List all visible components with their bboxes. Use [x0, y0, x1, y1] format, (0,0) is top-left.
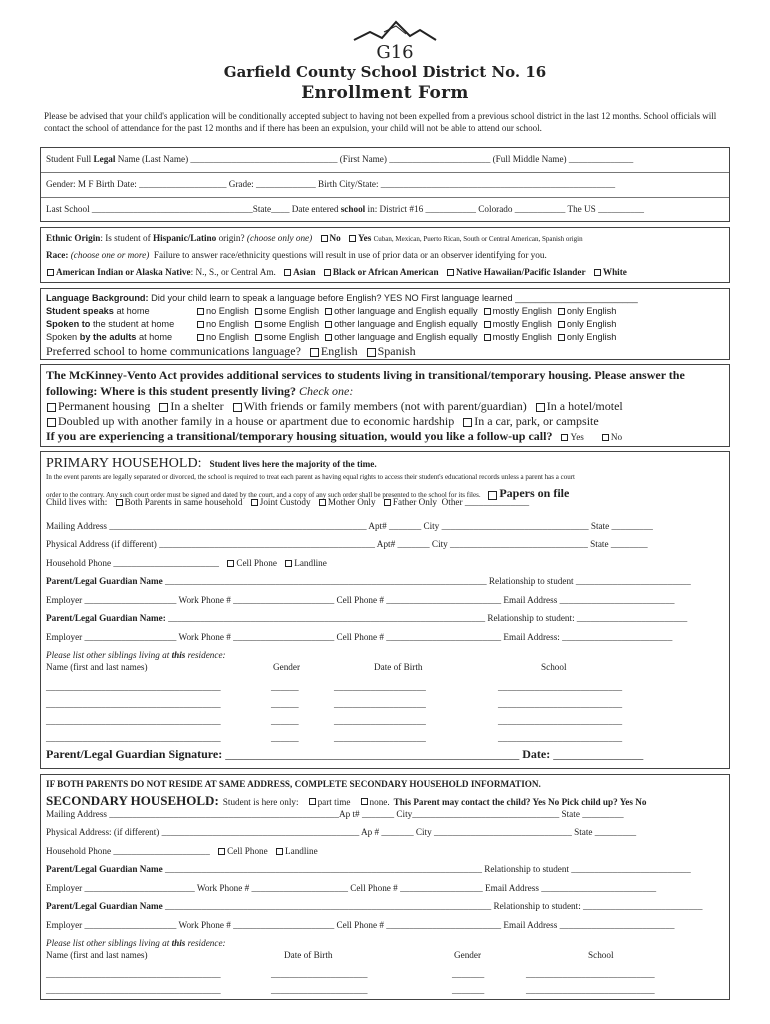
- secondary-col-dob: Date of Birth: [284, 950, 333, 960]
- primary-household-box: [40, 451, 730, 769]
- col-gender-header: Gender: [273, 662, 301, 672]
- secondary-col-gender: Gender: [454, 950, 482, 960]
- secondary-household-box: [40, 774, 730, 1000]
- both-parents-checkbox[interactable]: [116, 499, 123, 506]
- lang1-no-checkbox[interactable]: [197, 308, 204, 315]
- secondary-sibling-school-fields[interactable]: [526, 966, 655, 998]
- mckinney-vento-box: [40, 364, 730, 447]
- cell-phone-checkbox[interactable]: [227, 560, 234, 567]
- mother-only-checkbox[interactable]: [319, 499, 326, 506]
- race-native-checkbox[interactable]: [47, 269, 54, 276]
- last-school-row[interactable]: Last School ___________________________________State____ Date entered school in: District #16 ___________ Colorado ___________ The US __________: [46, 204, 645, 214]
- housing-options-row1: Permanent housing In a shelter With friends or family members (not with parent/guardian) In a hotel/motel: [41, 399, 623, 414]
- list-item: _____________________: [271, 985, 368, 995]
- friends-family-checkbox[interactable]: [233, 403, 242, 412]
- household-phone-row[interactable]: Household Phone _______________________ Cell Phone Landline: [46, 558, 327, 568]
- child-lives-row: Child lives with: Both Parents in same household Joint Custody Mother Only Father Only Other ______________: [46, 497, 530, 507]
- list-item: ____________________: [334, 699, 426, 709]
- language-box: [40, 288, 730, 360]
- mckinney-line2: following: Where is this student presently living? Check one:: [46, 384, 354, 398]
- race-hawaiian-checkbox[interactable]: [447, 269, 454, 276]
- lang2-only-checkbox[interactable]: [558, 321, 565, 328]
- landline-checkbox[interactable]: [285, 560, 292, 567]
- pref-english-checkbox[interactable]: [310, 348, 319, 357]
- list-item: _______: [452, 969, 485, 979]
- followup-yes-checkbox[interactable]: [561, 434, 568, 441]
- race-options-row: American Indian or Alaska Native: N., S., or Central Am. Asian Black or African American Native Hawaiian/Pacific Islander White: [41, 267, 627, 277]
- student-info-box: [40, 147, 730, 222]
- sibling-name-fields[interactable]: [46, 679, 221, 747]
- list-item: ___________________________: [498, 716, 623, 726]
- lang-options-3: no English some English other language and English equally mostly English only English: [191, 332, 616, 342]
- father-only-checkbox[interactable]: [384, 499, 391, 506]
- pref-spanish-checkbox[interactable]: [367, 348, 376, 357]
- employer2-row[interactable]: Employer ____________________ Work Phone # ______________________ Cell Phone # _________________________ Email Address: ________________________: [46, 632, 673, 642]
- list-item: ___________________________: [498, 733, 623, 743]
- shelter-checkbox[interactable]: [159, 403, 168, 412]
- list-item: ______________________________________: [46, 969, 221, 979]
- joint-custody-checkbox[interactable]: [251, 499, 258, 506]
- siblings-note: Please list other siblings living at this residence:: [46, 650, 226, 660]
- list-item: ____________________: [334, 716, 426, 726]
- lang2-no-checkbox[interactable]: [197, 321, 204, 328]
- secondary-employer2-row[interactable]: Employer ____________________ Work Phone # ______________________ Cell Phone # _________________________ Email Address _________________________: [46, 920, 675, 930]
- sibling-school-fields[interactable]: [498, 679, 622, 747]
- guardian1-name-field[interactable]: Parent/Legal Guardian Name ______________________________________________________________________ Relationship to student _________________________: [46, 576, 691, 586]
- ethnic-origin-row: Ethnic Origin: Is student of Hispanic/Latino origin? (choose only one) No Yes Cuban, Mexican, Puerto Rican, South or Central American, Spanish origin: [46, 233, 583, 243]
- secondary-physical-field[interactable]: Physical Address: (if different) ___________________________________________ Ap # _______ City ______________________________ State _________: [46, 827, 637, 837]
- list-item: ____________________: [334, 682, 426, 692]
- car-park-checkbox[interactable]: [463, 418, 472, 427]
- hispanic-yes-checkbox[interactable]: [349, 235, 356, 242]
- none-checkbox[interactable]: [361, 798, 368, 805]
- intro-text: Please be advised that your child's application will be conditionally accepted subject to having not been expelled from a previous school district in the last 12 months. School officials will contact the school of attendance for the past 12 months and if there has been an expulsion, your child will not be able to attend our school.: [44, 111, 717, 133]
- secondary-sibling-name-fields[interactable]: [46, 966, 221, 998]
- race-row: Race: (choose one or more) Failure to answer race/ethnicity questions will result in use of prior data or an observer identifying for you.: [46, 250, 547, 260]
- form-title: Enrollment Form: [301, 83, 469, 103]
- list-item: ______: [271, 699, 299, 709]
- list-item: _______: [452, 985, 485, 995]
- part-time-checkbox[interactable]: [309, 798, 316, 805]
- followup-row: If you are experiencing a transitional/temporary housing situation, would you like a follow-up call? Yes No: [46, 429, 623, 443]
- secondary-sibling-dob-fields[interactable]: [271, 966, 367, 998]
- secondary-landline-checkbox[interactable]: [276, 848, 283, 855]
- lang3-mostly-checkbox[interactable]: [484, 334, 491, 341]
- list-item: ___________________________: [498, 682, 623, 692]
- language-bg-row: Language Background: Did your child learn to speak a language before English? YES NO First language learned ________________________: [46, 293, 638, 303]
- secondary-phone-row[interactable]: Household Phone _____________________ Cell Phone Landline: [46, 846, 318, 856]
- secondary-employer1-row[interactable]: Employer ________________________ Work Phone # _____________________ Cell Phone # __________________ Email Address _________________________: [46, 883, 657, 893]
- lang2-equal-checkbox[interactable]: [325, 321, 332, 328]
- lang1-mostly-checkbox[interactable]: [484, 308, 491, 315]
- secondary-guardian1-field[interactable]: Parent/Legal Guardian Name _____________________________________________________________________ Relationship to student __________________________: [46, 864, 691, 874]
- mckinney-line1: The McKinney-Vento Act provides additional services to students living in transitional/temporary housing. Please answer the: [46, 368, 685, 382]
- lang3-only-checkbox[interactable]: [558, 334, 565, 341]
- secondary-siblings-note: Please list other siblings living at this residence:: [46, 938, 226, 948]
- gender-birth-row[interactable]: Gender: M F Birth Date: ___________________ Grade: _____________ Birth City/State: ___________________________________________________: [46, 179, 616, 189]
- list-item: ______________________________________: [46, 699, 221, 709]
- lang2-mostly-checkbox[interactable]: [484, 321, 491, 328]
- list-item: ______: [271, 716, 299, 726]
- secondary-guardian2-field[interactable]: Parent/Legal Guardian Name _______________________________________________________________________ Relationship to student: __________________________: [46, 901, 703, 911]
- district-logo: [350, 18, 440, 66]
- list-item: ____________________: [334, 733, 426, 743]
- lang3-some-checkbox[interactable]: [255, 334, 262, 341]
- lang1-some-checkbox[interactable]: [255, 308, 262, 315]
- logo-text: G16: [376, 42, 414, 63]
- lang-row-adults: Spoken by the adults at home: [46, 332, 173, 342]
- lang-row-student: Student speaks at home: [46, 306, 150, 316]
- physical-address-field[interactable]: Physical Address (if different) _______________________________________________ Apt# _______ City ______________________________ State ________: [46, 539, 648, 549]
- list-item: ______: [271, 682, 299, 692]
- lang3-no-checkbox[interactable]: [197, 334, 204, 341]
- list-item: ______________________________________: [46, 733, 221, 743]
- custody-note2: order to the contrary. Any such court order must be signed and dated by the court, and a copy of any such order shall be presented to the school for its files. Papers on file: [46, 486, 570, 500]
- list-item: ______________________________________: [46, 716, 221, 726]
- lang1-only-checkbox[interactable]: [558, 308, 565, 315]
- lang2-some-checkbox[interactable]: [255, 321, 262, 328]
- list-item: ______________________________________: [46, 985, 221, 995]
- secondary-mailing-field[interactable]: Mailing Address __________________________________________________Ap t# _______ City________________________________ State _________: [46, 809, 624, 819]
- secondary-intro: IF BOTH PARENTS DO NOT RESIDE AT SAME ADDRESS, COMPLETE SECONDARY HOUSEHOLD INFORMATION.: [46, 779, 541, 789]
- lang1-equal-checkbox[interactable]: [325, 308, 332, 315]
- lang-options-2: no English some English other language and English equally mostly English only English: [191, 319, 616, 329]
- custody-note1: In the event parents are legally separated or divorced, the school is required to treat each parent as having equal rights to access their student's educational records unless a parent has a court: [46, 473, 575, 481]
- preferred-language-row: Preferred school to home communications language? English Spanish: [46, 344, 416, 358]
- secondary-col-school: School: [588, 950, 614, 960]
- secondary-col-name: Name (first and last names): [46, 950, 148, 960]
- secondary-title-row: SECONDARY HOUSEHOLD: Student is here only: part time none. This Parent may contact the child? Yes No Pick child up? Yes No: [46, 793, 647, 808]
- hispanic-no-checkbox[interactable]: [321, 235, 328, 242]
- secondary-cell-checkbox[interactable]: [218, 848, 225, 855]
- lang-options-1: no English some English other language and English equally mostly English only English: [191, 306, 616, 316]
- col-name-header: Name (first and last names): [46, 662, 148, 672]
- permanent-housing-checkbox[interactable]: [47, 403, 56, 412]
- col-dob-header: Date of Birth: [374, 662, 423, 672]
- employer1-row[interactable]: Employer ____________________ Work Phone # ______________________ Cell Phone # _________________________ Email Address _________________________: [46, 595, 675, 605]
- lang-row-spoken-to: Spoken to the student at home: [46, 319, 175, 329]
- list-item: ______: [271, 733, 299, 743]
- guardian2-name-field[interactable]: Parent/Legal Guardian Name: _____________________________________________________________________ Relationship to student: ________________________: [46, 613, 688, 623]
- housing-options-row2: Doubled up with another family in a house or apartment due to economic hardship In a car, park, or campsite: [41, 414, 599, 429]
- list-item: _____________________: [271, 969, 368, 979]
- student-name-row[interactable]: Student Full Legal Name (Last Name) ________________________________ (First Name) ______________________ (Full Middle Name) ______________: [46, 154, 634, 164]
- race-black-checkbox[interactable]: [324, 269, 331, 276]
- mailing-address-field[interactable]: Mailing Address ________________________________________________________ Apt# _______ City ________________________________ State _________: [46, 521, 653, 531]
- followup-no-checkbox[interactable]: [602, 434, 609, 441]
- race-asian-checkbox[interactable]: [284, 269, 291, 276]
- district-title: Garfield County School District No. 16: [223, 63, 547, 81]
- sibling-dob-fields[interactable]: [334, 679, 426, 747]
- sibling-gender-fields[interactable]: [271, 679, 299, 747]
- doubled-up-checkbox[interactable]: [47, 418, 56, 427]
- list-item: ____________________________: [526, 969, 655, 979]
- ethnic-box: [40, 227, 730, 283]
- list-item: ____________________________: [526, 985, 655, 995]
- signature-row[interactable]: Parent/Legal Guardian Signature: _________________________________________________ Date: _______________: [46, 747, 644, 761]
- hotel-motel-checkbox[interactable]: [536, 403, 545, 412]
- primary-title-row: PRIMARY HOUSEHOLD: Student lives here the majority of the time.: [46, 456, 377, 471]
- list-item: ______________________________________: [46, 682, 221, 692]
- race-white-checkbox[interactable]: [594, 269, 601, 276]
- list-item: ___________________________: [498, 699, 623, 709]
- lang3-equal-checkbox[interactable]: [325, 334, 332, 341]
- secondary-sibling-gender-fields[interactable]: [452, 966, 484, 998]
- col-school-header: School: [541, 662, 567, 672]
